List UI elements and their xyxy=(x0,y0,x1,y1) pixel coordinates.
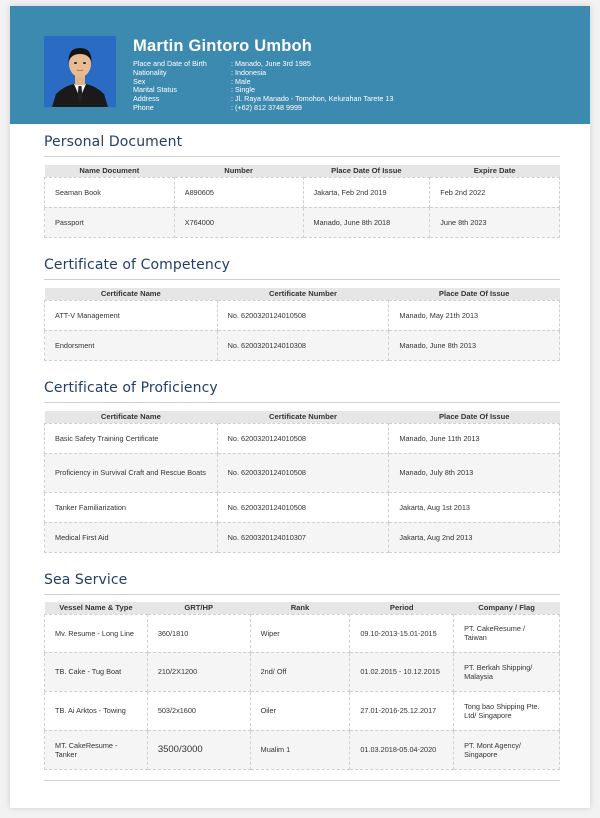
column-header: Place Date Of Issue xyxy=(303,165,430,177)
column-header: Period xyxy=(350,602,454,614)
table-row xyxy=(45,652,560,691)
profile-header xyxy=(10,6,590,124)
table-cell: Manado, May 21th 2013 xyxy=(389,300,560,330)
table-cell: A890605 xyxy=(174,177,303,207)
table-cell: Basic Safety Training Certificate xyxy=(45,423,218,453)
table-cell: No. 6200320124010308 xyxy=(217,330,389,360)
column-header: Certificate Number xyxy=(217,411,389,423)
table-row xyxy=(45,730,560,769)
table-cell: 360/1810 xyxy=(147,614,250,652)
table-row xyxy=(45,453,560,492)
table-cell: Tong bao Shipping Pte. Ltd/ Singapore xyxy=(454,691,560,730)
table-cell: Jakarta, Aug 2nd 2013 xyxy=(389,522,560,552)
column-header: Certificate Name xyxy=(45,411,218,423)
table-cell: X764000 xyxy=(174,207,303,237)
table-cell: PT. Mont Agency/ Singapore xyxy=(454,730,560,769)
table-cell: Passport xyxy=(45,207,175,237)
table-cell: PT. CakeResume / Taiwan xyxy=(454,614,560,652)
table-cell: 01.03.2018-05.04-2020 xyxy=(350,730,454,769)
table-cell: Feb 2nd 2022 xyxy=(430,177,560,207)
table-cell: 503/2x1600 xyxy=(147,691,250,730)
table-cell: TB. Ai Arktos - Towing xyxy=(45,691,148,730)
table-cell: No. 6200320124010508 xyxy=(217,423,389,453)
table-cell: Endorsment xyxy=(45,330,218,360)
table-cell: 210/2X1200 xyxy=(147,652,250,691)
table-cell: 01.02.2015 - 10.12.2015 xyxy=(350,652,454,691)
table-cell: 2nd/ Off xyxy=(250,652,350,691)
table-row xyxy=(45,423,560,453)
table-cell: No. 6200320124010508 xyxy=(217,492,389,522)
table-cell: Medical First Aid xyxy=(45,522,218,552)
table-cell: No. 6200320124010508 xyxy=(217,453,389,492)
table-cell: No. 6200320124010307 xyxy=(217,522,389,552)
table-cell: MT. CakeResume - Tanker xyxy=(45,730,148,769)
footer-divider xyxy=(44,780,560,781)
competency-section xyxy=(44,257,560,361)
info-row xyxy=(133,104,393,113)
competency-table xyxy=(44,288,560,361)
info-value: : Manado, June 3rd 1985 xyxy=(231,59,311,68)
column-header: Vessel Name & Type xyxy=(45,602,148,614)
info-row xyxy=(133,69,393,78)
table-cell: Tanker Familiarization xyxy=(45,492,218,522)
table-cell: Manado, July 8th 2013 xyxy=(389,453,560,492)
column-header: Place Date Of Issue xyxy=(389,288,560,300)
section-title: Sea Service xyxy=(44,572,128,588)
table-header-row xyxy=(45,288,560,300)
table-cell: Mv. Resume - Long Line xyxy=(45,614,148,652)
table-row xyxy=(45,330,560,360)
table-cell: Seaman Book xyxy=(45,177,175,207)
personal-info xyxy=(133,60,393,113)
column-header: Name Document xyxy=(45,165,175,177)
column-header: Number xyxy=(174,165,303,177)
table-cell: 27.01-2016-25.12.2017 xyxy=(350,691,454,730)
table-cell: Proficiency in Survival Craft and Rescue Boats xyxy=(45,453,218,492)
table-row xyxy=(45,691,560,730)
info-value: : Male xyxy=(231,76,251,86)
table-cell: TB. Cake - Tug Boat xyxy=(45,652,148,691)
info-label: Sex xyxy=(133,76,146,86)
candidate-name: Martin Gintoro Umboh xyxy=(133,37,313,55)
table-row xyxy=(45,177,560,207)
info-label: Phone xyxy=(133,102,154,112)
column-header: Certificate Number xyxy=(217,288,389,300)
table-cell: Mualim 1 xyxy=(250,730,350,769)
sea-service-table xyxy=(44,602,560,770)
section-divider xyxy=(44,156,560,157)
proficiency-table xyxy=(44,411,560,553)
section-divider xyxy=(44,594,560,595)
table-cell: 09.10-2013-15.01-2015 xyxy=(350,614,454,652)
table-row xyxy=(45,207,560,237)
table-cell: PT. Berkah Shipping/ Malaysia xyxy=(454,652,560,691)
table-cell: Oiler xyxy=(250,691,350,730)
resume-page xyxy=(10,6,590,808)
table-cell: Wiper xyxy=(250,614,350,652)
table-cell: Jakarta, Feb 2nd 2019 xyxy=(303,177,430,207)
column-header: Rank xyxy=(250,602,350,614)
info-label: Marital Status xyxy=(133,85,177,95)
table-row xyxy=(45,614,560,652)
section-title: Certificate of Competency xyxy=(44,257,231,273)
section-divider xyxy=(44,402,560,403)
table-header-row xyxy=(45,165,560,177)
table-header-row xyxy=(45,602,560,614)
info-value: : Jl. Raya Manado - Tomohon, Kelurahan Tarete 13 xyxy=(231,94,394,104)
info-label: Address xyxy=(133,94,160,104)
table-header-row xyxy=(45,411,560,423)
profile-photo xyxy=(44,36,116,107)
column-header: Place Date Of Issue xyxy=(389,411,560,423)
info-value: : (+62) 812 3748 9999 xyxy=(231,102,302,112)
table-row xyxy=(45,492,560,522)
personal-document-section xyxy=(44,134,560,238)
info-value: : Single xyxy=(231,85,255,95)
personal-document-table xyxy=(44,165,560,238)
table-row xyxy=(45,522,560,552)
info-label: Nationality xyxy=(133,67,167,77)
section-divider xyxy=(44,279,560,280)
column-header: Certificate Name xyxy=(45,288,218,300)
table-row xyxy=(45,300,560,330)
column-header: Expire Date xyxy=(430,165,560,177)
column-header: GRT/HP xyxy=(147,602,250,614)
table-cell: ATT-V Management xyxy=(45,300,218,330)
section-title: Certificate of Proficiency xyxy=(44,380,218,396)
table-cell: Jakarta, Aug 1st 2013 xyxy=(389,492,560,522)
column-header: Company / Flag xyxy=(454,602,560,614)
proficiency-section xyxy=(44,380,560,553)
table-cell: Manado, June 11th 2013 xyxy=(389,423,560,453)
info-label: Place and Date of Birth xyxy=(133,59,207,68)
table-cell: June 8th 2023 xyxy=(430,207,560,237)
table-cell: Manado, June 8th 2013 xyxy=(389,330,560,360)
table-cell: No. 6200320124010508 xyxy=(217,300,389,330)
section-title: Personal Document xyxy=(44,134,183,150)
sea-service-section xyxy=(44,572,560,770)
person-portrait-icon xyxy=(44,36,116,107)
info-value: : Indonesia xyxy=(231,67,267,77)
table-cell: Manado, June 8th 2018 xyxy=(303,207,430,237)
table-cell: 3500/3000 xyxy=(147,730,250,769)
